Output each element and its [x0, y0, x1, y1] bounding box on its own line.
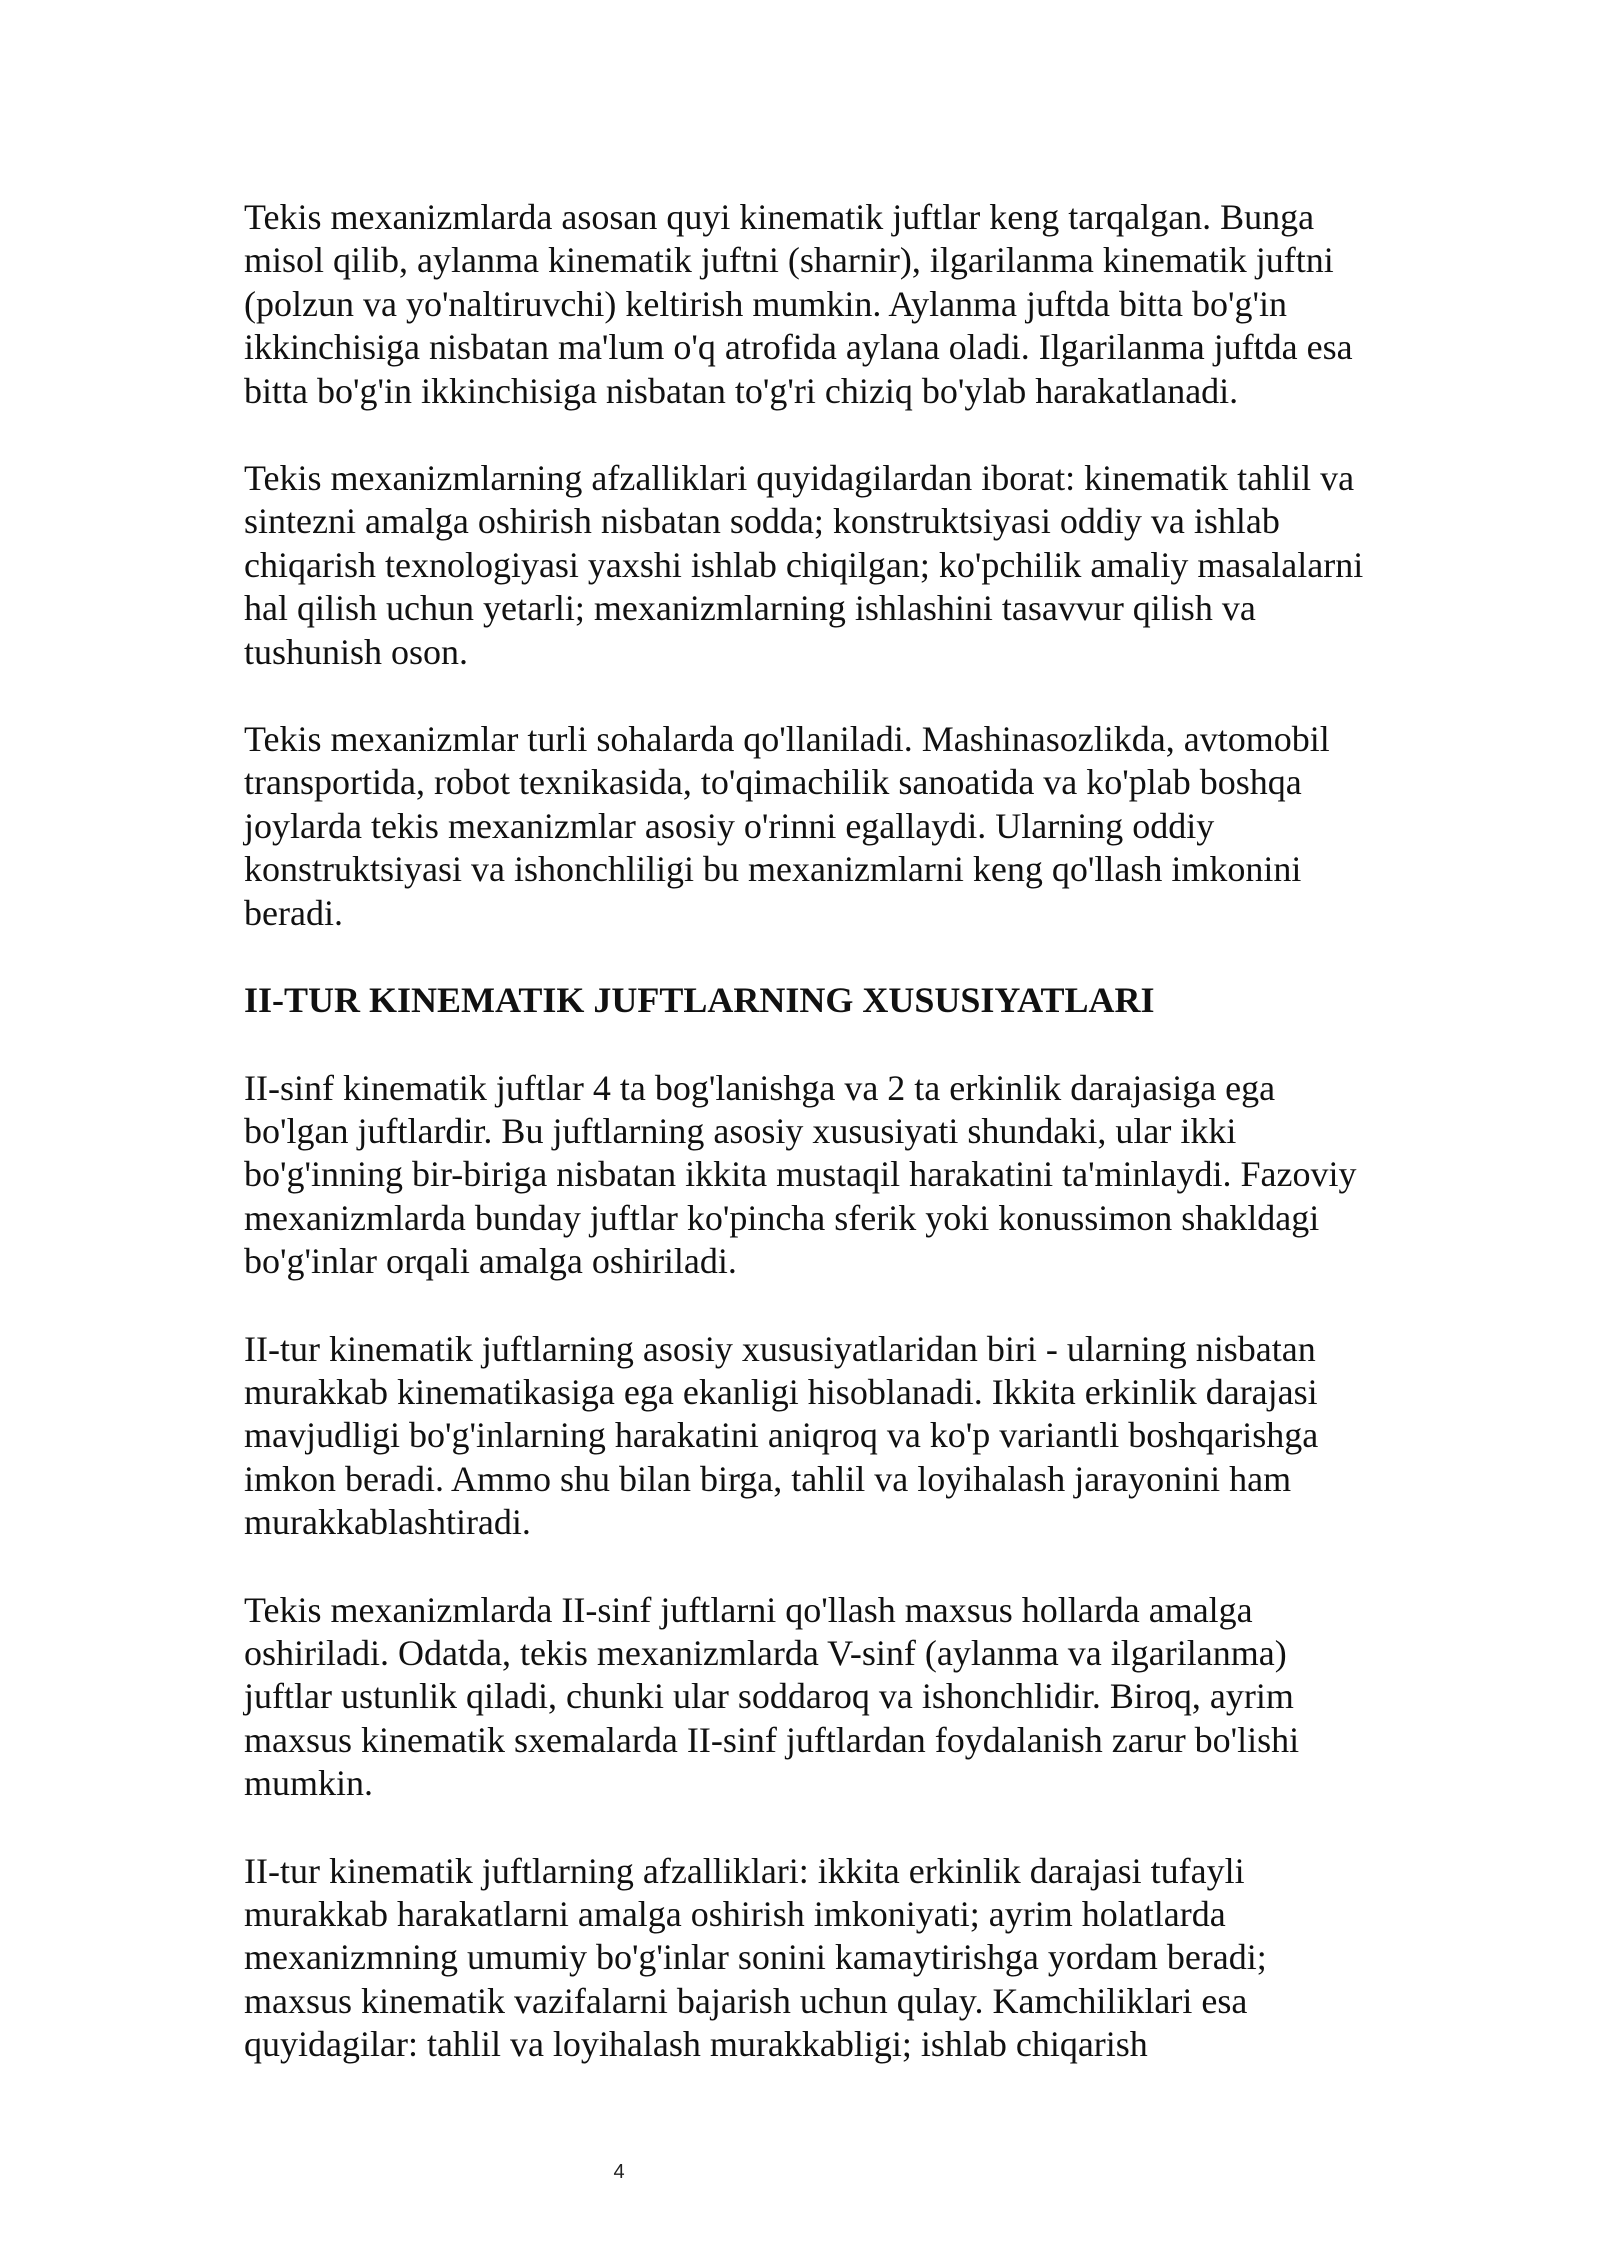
page-number: 4	[613, 2161, 625, 2183]
section-heading: II-TUR KINEMATIK JUFTLARNING XUSUSIYATLARI	[244, 980, 1155, 1021]
paragraph: Tekis mexanizmlarda II-sinf juftlarni qo'llash maxsus hollarda amalga oshiriladi. Odatda, tekis mexanizmlarda V-sinf (aylanma va ilgarilanma) juftlar ustunlik qiladi, chunki ular soddaroq va ishonchlidir. Biroq, ayrim maxsus kinematik sxemalarda II-sinf juftlardan foydalanish zarur bo'lishi mumkin.	[244, 1589, 1300, 1804]
paragraph: Tekis mexanizmlarda asosan quyi kinematik juftlar keng tarqalgan. Bunga misol qilib, aylanma kinematik juftni (sharnir), ilgarilanma kinematik juftni (polzun va yo'naltiruvchi) keltirish mumkin. Aylanma juftda bitta bo'g'in ikkinchisiga nisbatan ma'lum o'q atrofida aylana oladi. Ilgarilanma juftda esa bitta bo'g'in ikkinchisiga nisbatan to'g'ri chiziq bo'ylab harakatlanadi.	[244, 197, 1353, 411]
paragraph: Tekis mexanizmlar turli sohalarda qo'llaniladi. Mashinasozlikda, avtomobil transportida, robot texnikasida, to'qimachilik sanoatida va ko'plab boshqa joylarda tekis mexanizmlar asosiy o'rinni egallaydi. Ularning oddiy konstruktsiyasi va ishonchliligi bu mexanizmlarni keng qo'llash imkonini beradi.	[244, 719, 1330, 933]
paragraph: II-sinf kinematik juftlar 4 ta bog'lanishga va 2 ta erkinlik darajasiga ega bo'lgan juftlardir. Bu juftlarning asosiy xususiyati shundaki, ular ikki bo'g'inning bir-biriga nisbatan ikkita mustaqil harakatini ta'minlaydi. Fazoviy mexanizmlarda bunday juftlar ko'pincha sferik yoki konussimon shakldagi bo'g'inlar orqali amalga oshiriladi.	[244, 1067, 1357, 1282]
paragraph: II-tur kinematik juftlarning asosiy xususiyatlaridan biri - ularning nisbatan murakkab kinematikasiga ega ekanligi hisoblanadi. Ikkita erkinlik darajasi mavjudligi bo'g'inlarning harakatini aniqroq va ko'p variantli boshqarishga imkon beradi. Ammo shu bilan birga, tahlil va loyihalash jarayonini ham murakkablashtiradi.	[244, 1328, 1319, 1543]
page-content	[244, 196, 1380, 2111]
paragraph: II-tur kinematik juftlarning afzalliklari: ikkita erkinlik darajasi tufayli murakkab harakatlarni amalga oshirish imkoniyati; ayrim holatlarda mexanizmning umumiy bo'g'inlar sonini kamaytirishga yordam beradi; maxsus kinematik vazifalarni bajarish uchun qulay. Kamchiliklari esa quyidagilar: tahlil va loyihalash murakkabligi; ishlab chiqarish	[244, 1850, 1267, 2065]
paragraph: Tekis mexanizmlarning afzalliklari quyidagilardan iborat: kinematik tahlil va sintezni amalga oshirish nisbatan sodda; konstruktsiyasi oddiy va ishlab chiqarish texnologiyasi yaxshi ishlab chiqilgan; ko'pchilik amaliy masalalarni hal qilish uchun yetarli; mexanizmlarning ishlashini tasavvur qilish va tushunish oson.	[244, 458, 1364, 672]
